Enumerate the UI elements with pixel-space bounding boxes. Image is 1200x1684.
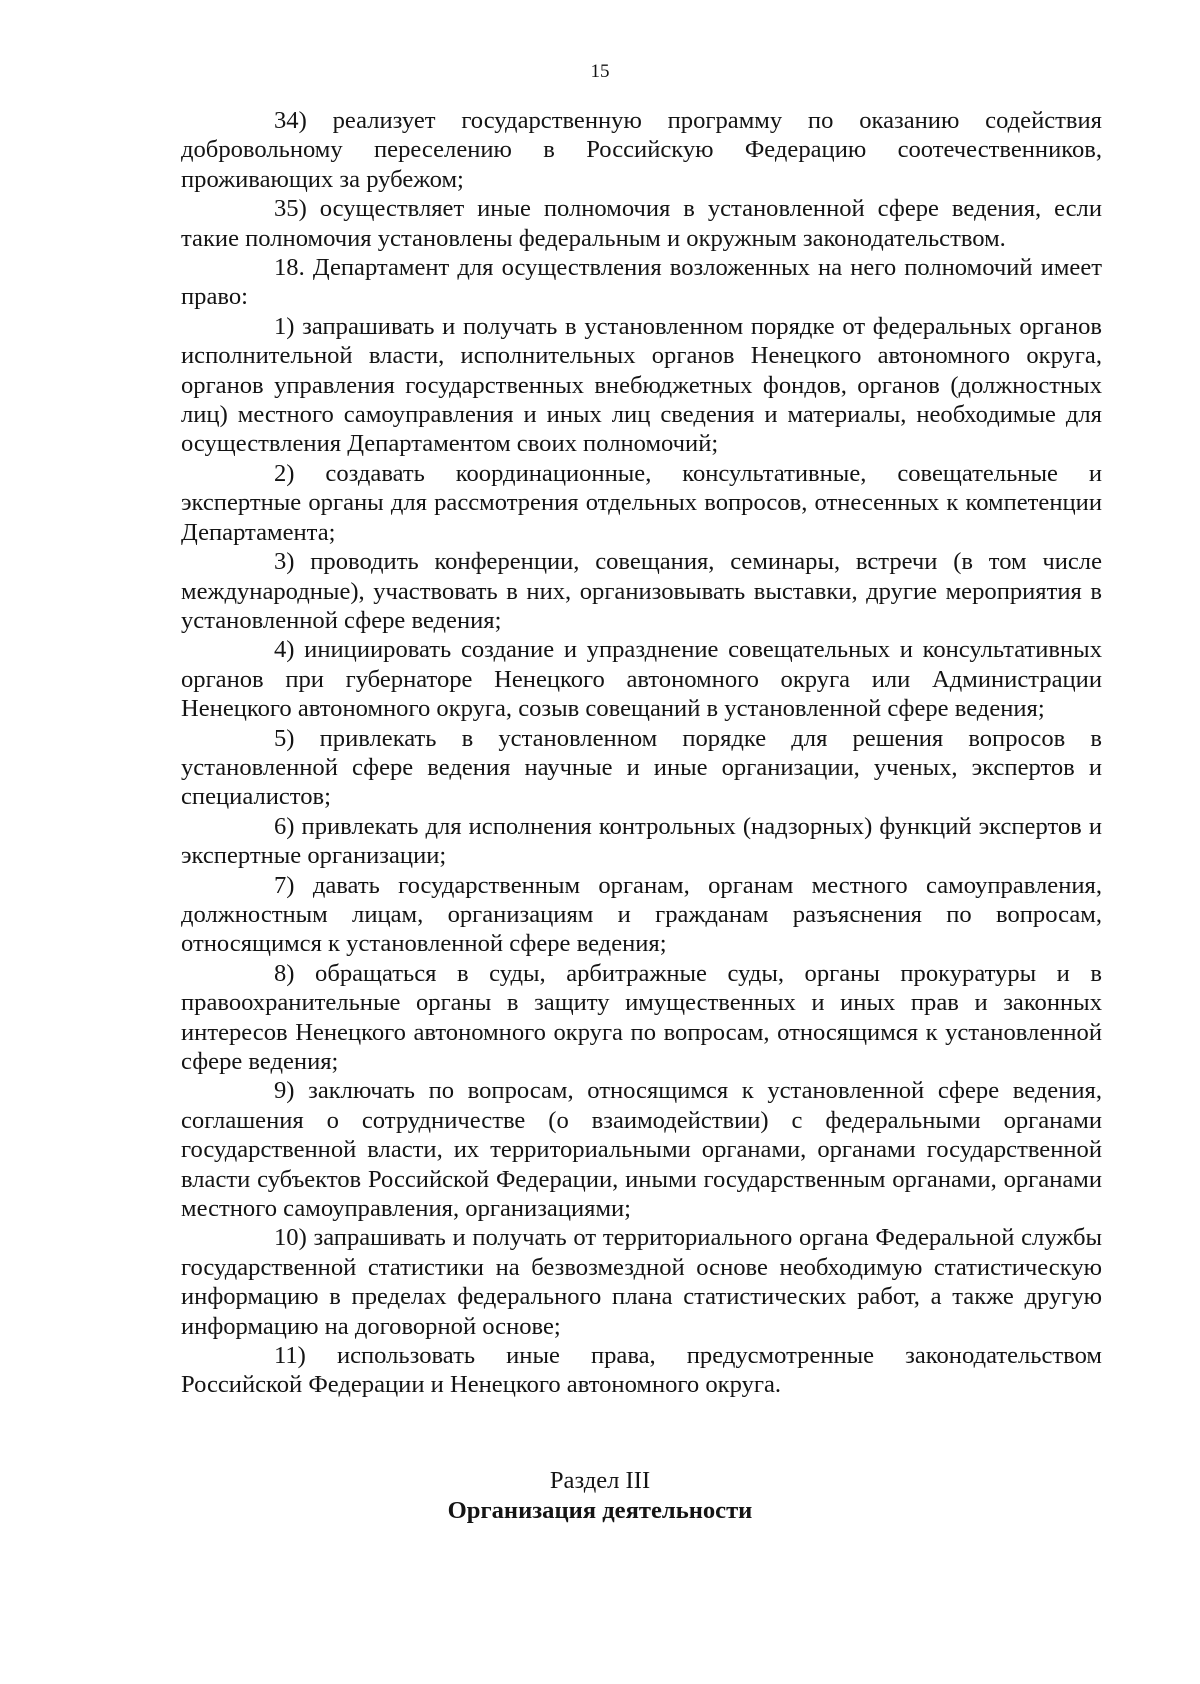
- paragraph-right-7: 7) давать государственным органам, органам местного самоуправления, должностным лицам, организациям и гражданам разъяснения по вопросам, относящимся к установленной сфере ведения;: [181, 871, 1102, 958]
- paragraph-item-35: 35) осуществляет иные полномочия в установленной сфере ведения, если такие полномочия установлены федеральным и окружным законодательством.: [181, 195, 1102, 252]
- paragraph-right-4: 4) инициировать создание и упразднение совещательных и консультативных органов при губернаторе Ненецкого автономного округа или Администрации Ненецкого автономного округа, созыв совещаний в установленной сфере ведения;: [181, 636, 1102, 723]
- paragraph-right-5: 5) привлекать в установленном порядке для решения вопросов в установленной сфере ведения научные и иные организации, ученых, экспертов и специалистов;: [181, 724, 1102, 811]
- page-number: 15: [590, 61, 610, 82]
- paragraph-right-2: 2) создавать координационные, консультативные, совещательные и экспертные органы для рассмотрения отдельных вопросов, отнесенных к компетенции Департамента;: [181, 459, 1102, 546]
- paragraph-clause-18: 18. Департамент для осуществления возложенных на него полномочий имеет право:: [181, 254, 1102, 311]
- section-number: Раздел III: [549, 1467, 651, 1494]
- paragraph-right-1: 1) запрашивать и получать в установленном порядке от федеральных органов исполнительной власти, исполнительных органов Ненецкого автономного округа, органов управления государственных внебюджетных фондов, органов (должностных лиц) местного самоуправления и иных лиц сведения и материалы, необходимые для осуществления Департаментом своих полномочий;: [181, 312, 1102, 458]
- paragraph-right-10: 10) запрашивать и получать от территориального органа Федеральной службы государственной статистики на безвозмездной основе необходимую статистическую информацию в пределах федерального плана статистических работ, а также другую информацию на договорной основе;: [181, 1224, 1102, 1340]
- paragraph-item-34: 34) реализует государственную программу по оказанию содействия добровольному переселению в Российскую Федерацию соотечественников, проживающих за рубежом;: [181, 107, 1102, 193]
- section-title: Организация деятельности: [447, 1497, 753, 1524]
- document-body: [181, 106, 1102, 1400]
- paragraph-right-9: 9) заключать по вопросам, относящимся к установленной сфере ведения, соглашения о сотрудничестве (о взаимодействии) с федеральными органами государственной власти, их территориальными органами, органами государственной власти субъектов Российской Федерации, иными государственным органами, органами местного самоуправления, организациями;: [181, 1077, 1102, 1223]
- paragraph-right-6: 6) привлекать для исполнения контрольных (надзорных) функций экспертов и экспертные организации;: [181, 812, 1102, 870]
- paragraph-right-3: 3) проводить конференции, совещания, семинары, встречи (в том числе международные), участвовать в них, организовывать выставки, другие мероприятия в установленной сфере ведения;: [181, 548, 1102, 634]
- paragraph-right-8: 8) обращаться в суды, арбитражные суды, органы прокуратуры и в правоохранительные органы в защиту имущественных и иных прав и законных интересов Ненецкого автономного округа по вопросам, относящимся к установленной сфере ведения;: [181, 959, 1102, 1075]
- paragraph-right-11: 11) использовать иные права, предусмотренные законодательством Российской Федерации и Ненецкого автономного округа.: [181, 1342, 1102, 1399]
